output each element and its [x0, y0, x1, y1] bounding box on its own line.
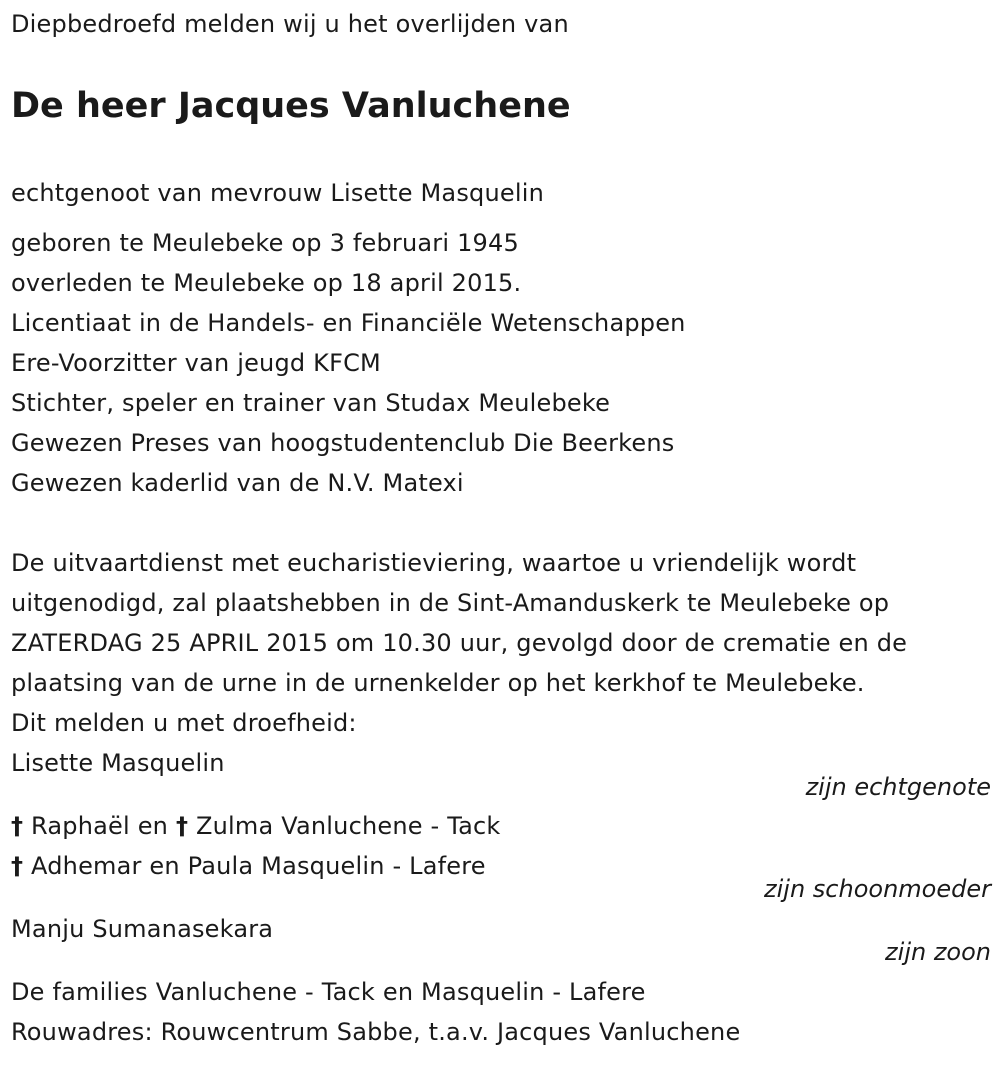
cross-icon: † [11, 812, 24, 840]
detail-beerkens: Gewezen Preses van hoogstudentenclub Die Beerkens [11, 429, 675, 457]
parents-name-raphael: Raphaël en [31, 812, 169, 840]
detail-death: overleden te Meulebeke op 18 april 2015. [11, 269, 522, 297]
parents-name-zulma: Zulma Vanluchene - Tack [195, 812, 501, 840]
mourner-son-role: zijn zoon [885, 938, 991, 966]
mourner-parents-line-1 [11, 811, 501, 841]
cross-icon: † [11, 852, 24, 880]
spouse-line: echtgenoot van mevrouw Lisette Masquelin [11, 179, 544, 207]
detail-matexi: Gewezen kaderlid van de N.V. Matexi [11, 469, 464, 497]
detail-degree: Licentiaat in de Handels- en Financiële Wetenschappen [11, 309, 686, 337]
detail-studax: Stichter, speler en trainer van Studax Meulebeke [11, 389, 611, 417]
funeral-line-1: De uitvaartdienst met eucharistieviering, waartoe u vriendelijk wordt [11, 549, 857, 577]
funeral-line-3: ZATERDAG 25 APRIL 2015 om 10.30 uur, gevolgd door de crematie en de [11, 629, 908, 657]
cross-icon: † [175, 812, 189, 840]
mourner-parents-role: zijn schoonmoeder [764, 875, 991, 903]
mourner-spouse-role: zijn echtgenote [805, 773, 991, 801]
mourner-families: De families Vanluchene - Tack en Masquelin - Lafere [11, 978, 646, 1006]
parents-name-adhemar: Adhemar en Paula Masquelin - Lafere [31, 852, 486, 880]
mourner-spouse-name: Lisette Masquelin [11, 749, 225, 777]
funeral-line-5: Dit melden u met droefheid: [11, 709, 357, 737]
mourner-son-name: Manju Sumanasekara [11, 915, 274, 943]
intro-text: Diepbedroefd melden wij u het overlijden van [11, 10, 569, 38]
mourning-address: Rouwadres: Rouwcentrum Sabbe, t.a.v. Jacques Vanluchene [11, 1018, 741, 1046]
funeral-line-4: plaatsing van de urne in de urnenkelder op het kerkhof te Meulebeke. [11, 669, 865, 697]
mourner-parents-line-2 [11, 851, 486, 881]
funeral-line-2: uitgenodigd, zal plaatshebben in de Sint-Amanduskerk te Meulebeke op [11, 589, 890, 617]
detail-birth: geboren te Meulebeke op 3 februari 1945 [11, 229, 519, 257]
deceased-name: De heer Jacques Vanluchene [11, 86, 571, 126]
detail-kfcm: Ere-Voorzitter van jeugd KFCM [11, 349, 381, 377]
